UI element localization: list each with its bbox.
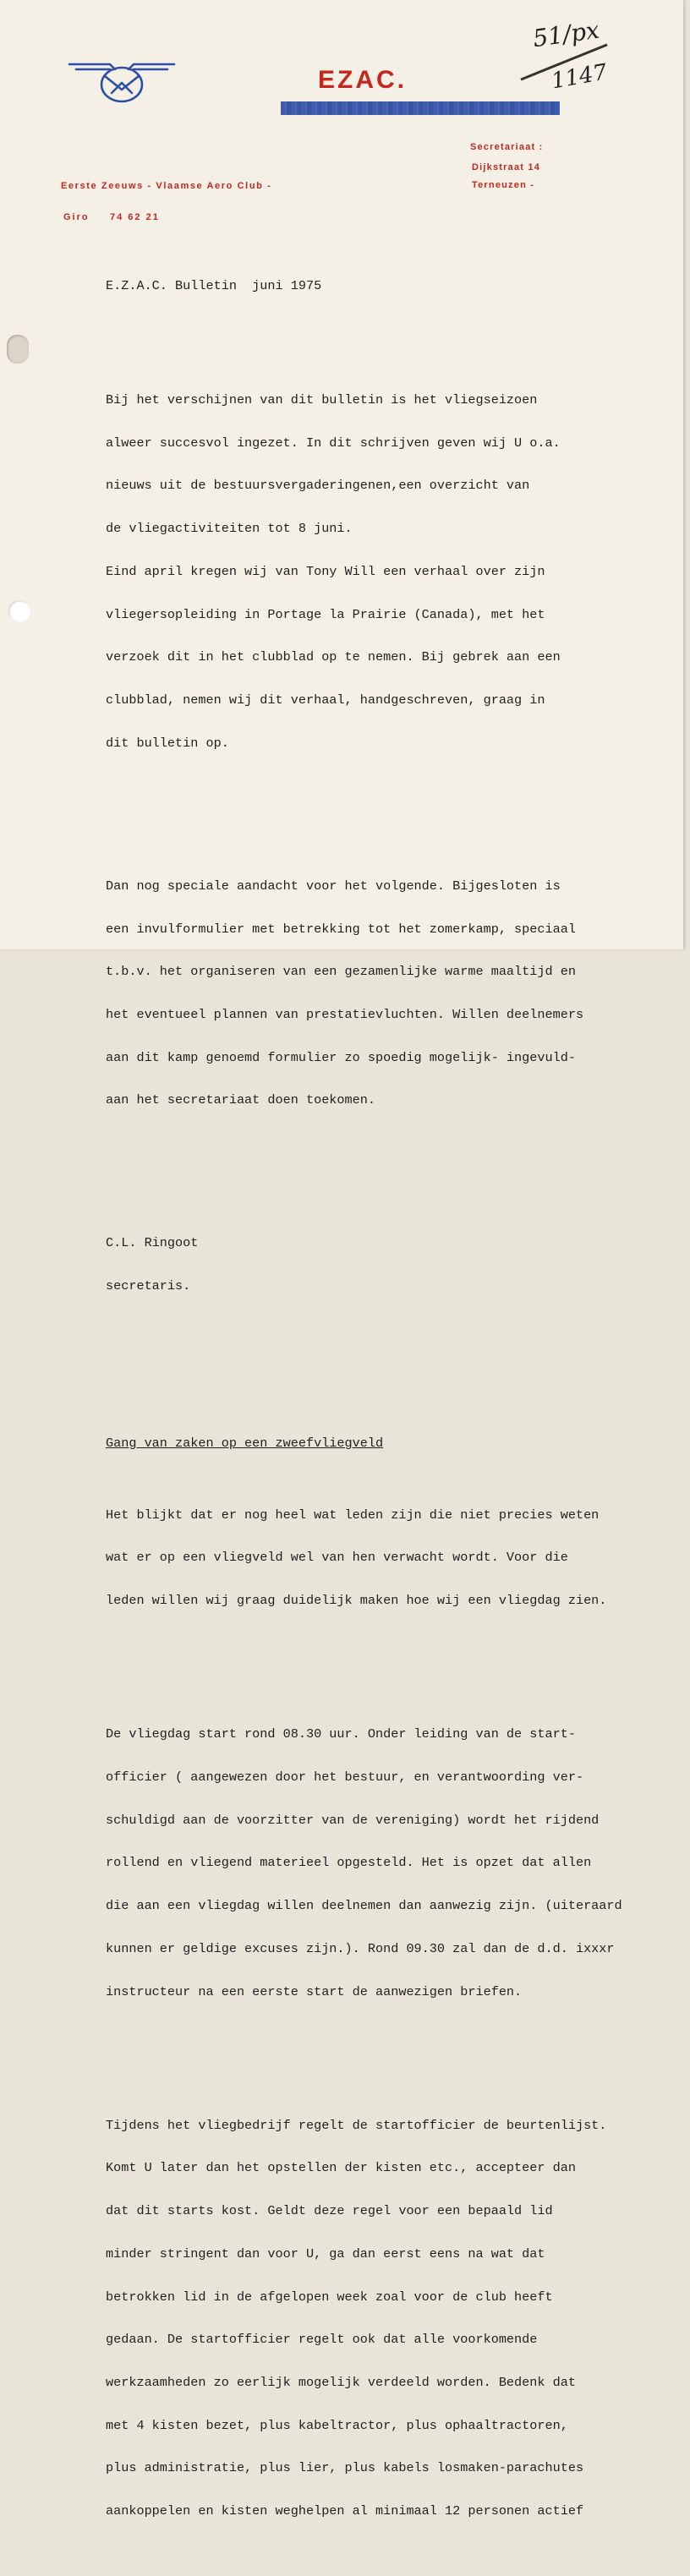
- text-line: aankoppelen en kisten weghelpen al minimaal 12 personen actief: [106, 2503, 584, 2519]
- text-line: Eind april kregen wij van Tony Will een verhaal over zijn: [106, 563, 545, 579]
- section-title: Gang van zaken op een zweefvliegveld: [106, 1436, 384, 1452]
- text-line: het eventueel plannen van prestatievluchten. Willen deelnemers: [106, 1007, 584, 1022]
- text-line: de vliegactiviteiten tot 8 juni.: [106, 521, 353, 537]
- text-line: die aan een vliegdag willen deelnemen dan aanwezig zijn. (uiteraard: [106, 1898, 622, 1914]
- club-name: Eerste Zeeuws - Vlaamse Aero Club -: [61, 181, 272, 191]
- brand-title: EZAC.: [318, 66, 407, 94]
- signatory-name: C.L. Ringoot: [106, 1235, 199, 1251]
- text-line: officier ( aangewezen door het bestuur, en verantwoording ver-: [106, 1769, 584, 1785]
- secretariat-street: Dijkstraat 14: [472, 162, 541, 172]
- bulletin-heading: E.Z.A.C. Bulletin juni 1975: [106, 277, 322, 293]
- paragraph-summer-camp: [106, 850, 681, 1136]
- text-line: schuldigd aan de voorzitter van de vereniging) wordt het rijdend: [106, 1812, 600, 1828]
- text-line: Bij het verschijnen van dit bulletin is het vliegseizoen: [106, 392, 538, 408]
- paragraph-flight-operations: [106, 2090, 681, 2547]
- text-line: aan het secretariaat doen toekomen.: [106, 1092, 375, 1108]
- text-line: betrokken lid in de afgelopen week zoal voor de club heeft: [106, 2289, 553, 2305]
- signatory-title: secretaris.: [106, 1278, 191, 1294]
- text-line: Komt U later dan het opstellen der kisten etc., accepteer dan: [106, 2160, 576, 2176]
- text-line: dit bulletin op.: [106, 735, 229, 751]
- text-line: aan dit kamp genoemd formulier zo spoedig mogelijk- ingevuld-: [106, 1049, 576, 1065]
- giro-label: Giro: [63, 212, 90, 222]
- text-line: wat er op een vliegveld wel van hen verwacht wordt. Voor die: [106, 1550, 568, 1566]
- text-line: dat dit starts kost. Geldt deze regel voor een bepaald lid: [106, 2203, 553, 2219]
- signature-block: [106, 1208, 681, 1322]
- text-line: een invulformulier met betrekking tot het zomerkamp, speciaal: [106, 921, 576, 937]
- text-line: t.b.v. het organiseren van een gezamenlijke warme maaltijd en: [106, 964, 576, 980]
- text-line: kunnen er geldige excuses zijn.). Rond 09.30 zal dan de d.d. ixxxr: [106, 1940, 615, 1956]
- handwritten-annotation: [514, 15, 616, 105]
- text-line: minder stringent dan voor U, ga dan eerst eens na wat dat: [106, 2245, 545, 2262]
- text-line: met 4 kisten bezet, plus kabeltractor, plus ophaaltractoren,: [106, 2417, 568, 2433]
- punch-hole-top: [7, 335, 29, 364]
- text-line: werkzaamheden zo eerlijk mogelijk verdeeld worden. Bedenk dat: [106, 2375, 576, 2391]
- secretariat-town: Terneuzen -: [472, 180, 535, 190]
- text-line: leden willen wij graag duidelijk maken hoe wij een vliegdag zien.: [106, 1593, 607, 1609]
- text-line: verzoek dit in het clubblad op te nemen. Bij gebrek aan een: [106, 649, 561, 665]
- text-line: De vliegdag start rond 08.30 uur. Onder leiding van de start-: [106, 1726, 576, 1742]
- text-line: rollend en vliegend materieel opgesteld. Het is opzet dat allen: [106, 1855, 592, 1871]
- secretariat-title: Secretariaat :: [470, 142, 544, 152]
- text-line: clubblad, nemen wij dit verhaal, handgeschreven, graag in: [106, 692, 545, 708]
- handwritten-reference: 51/px: [531, 15, 601, 53]
- text-line: vliegersopleiding in Portage la Prairie (Canada), met het: [106, 606, 545, 622]
- paragraph-members: [106, 1479, 681, 1637]
- text-line: instructeur na een eerste start de aanwezigen briefen.: [106, 1983, 523, 1999]
- paragraph-flight-day: [106, 1698, 681, 2027]
- text-line: Dan nog speciale aandacht voor het volgende. Bijgesloten is: [106, 878, 561, 894]
- text-line: plus administratie, plus lier, plus kabels losmaken-parachutes: [106, 2460, 584, 2476]
- letter-body: [106, 250, 681, 2576]
- paragraph-intro: [106, 364, 681, 779]
- text-line: alweer succesvol ingezet. In dit schrijven geven wij U o.a.: [106, 435, 561, 451]
- text-line: Het blijkt dat er nog heel wat leden zijn die niet precies weten: [106, 1507, 600, 1523]
- punch-hole-bottom: [8, 600, 30, 622]
- text-line: gedaan. De startofficier regelt ook dat alle voorkomende: [106, 2332, 538, 2348]
- handwritten-number: 1147: [549, 59, 610, 95]
- text-line: Tijdens het vliegbedrijf regelt de startofficier de beurtenlijst.: [106, 2117, 607, 2133]
- text-line: nieuws uit de bestuursvergaderingenen,een overzicht van: [106, 478, 530, 494]
- winged-propeller-logo-icon: [68, 59, 176, 105]
- giro-number: 74 62 21: [110, 212, 160, 222]
